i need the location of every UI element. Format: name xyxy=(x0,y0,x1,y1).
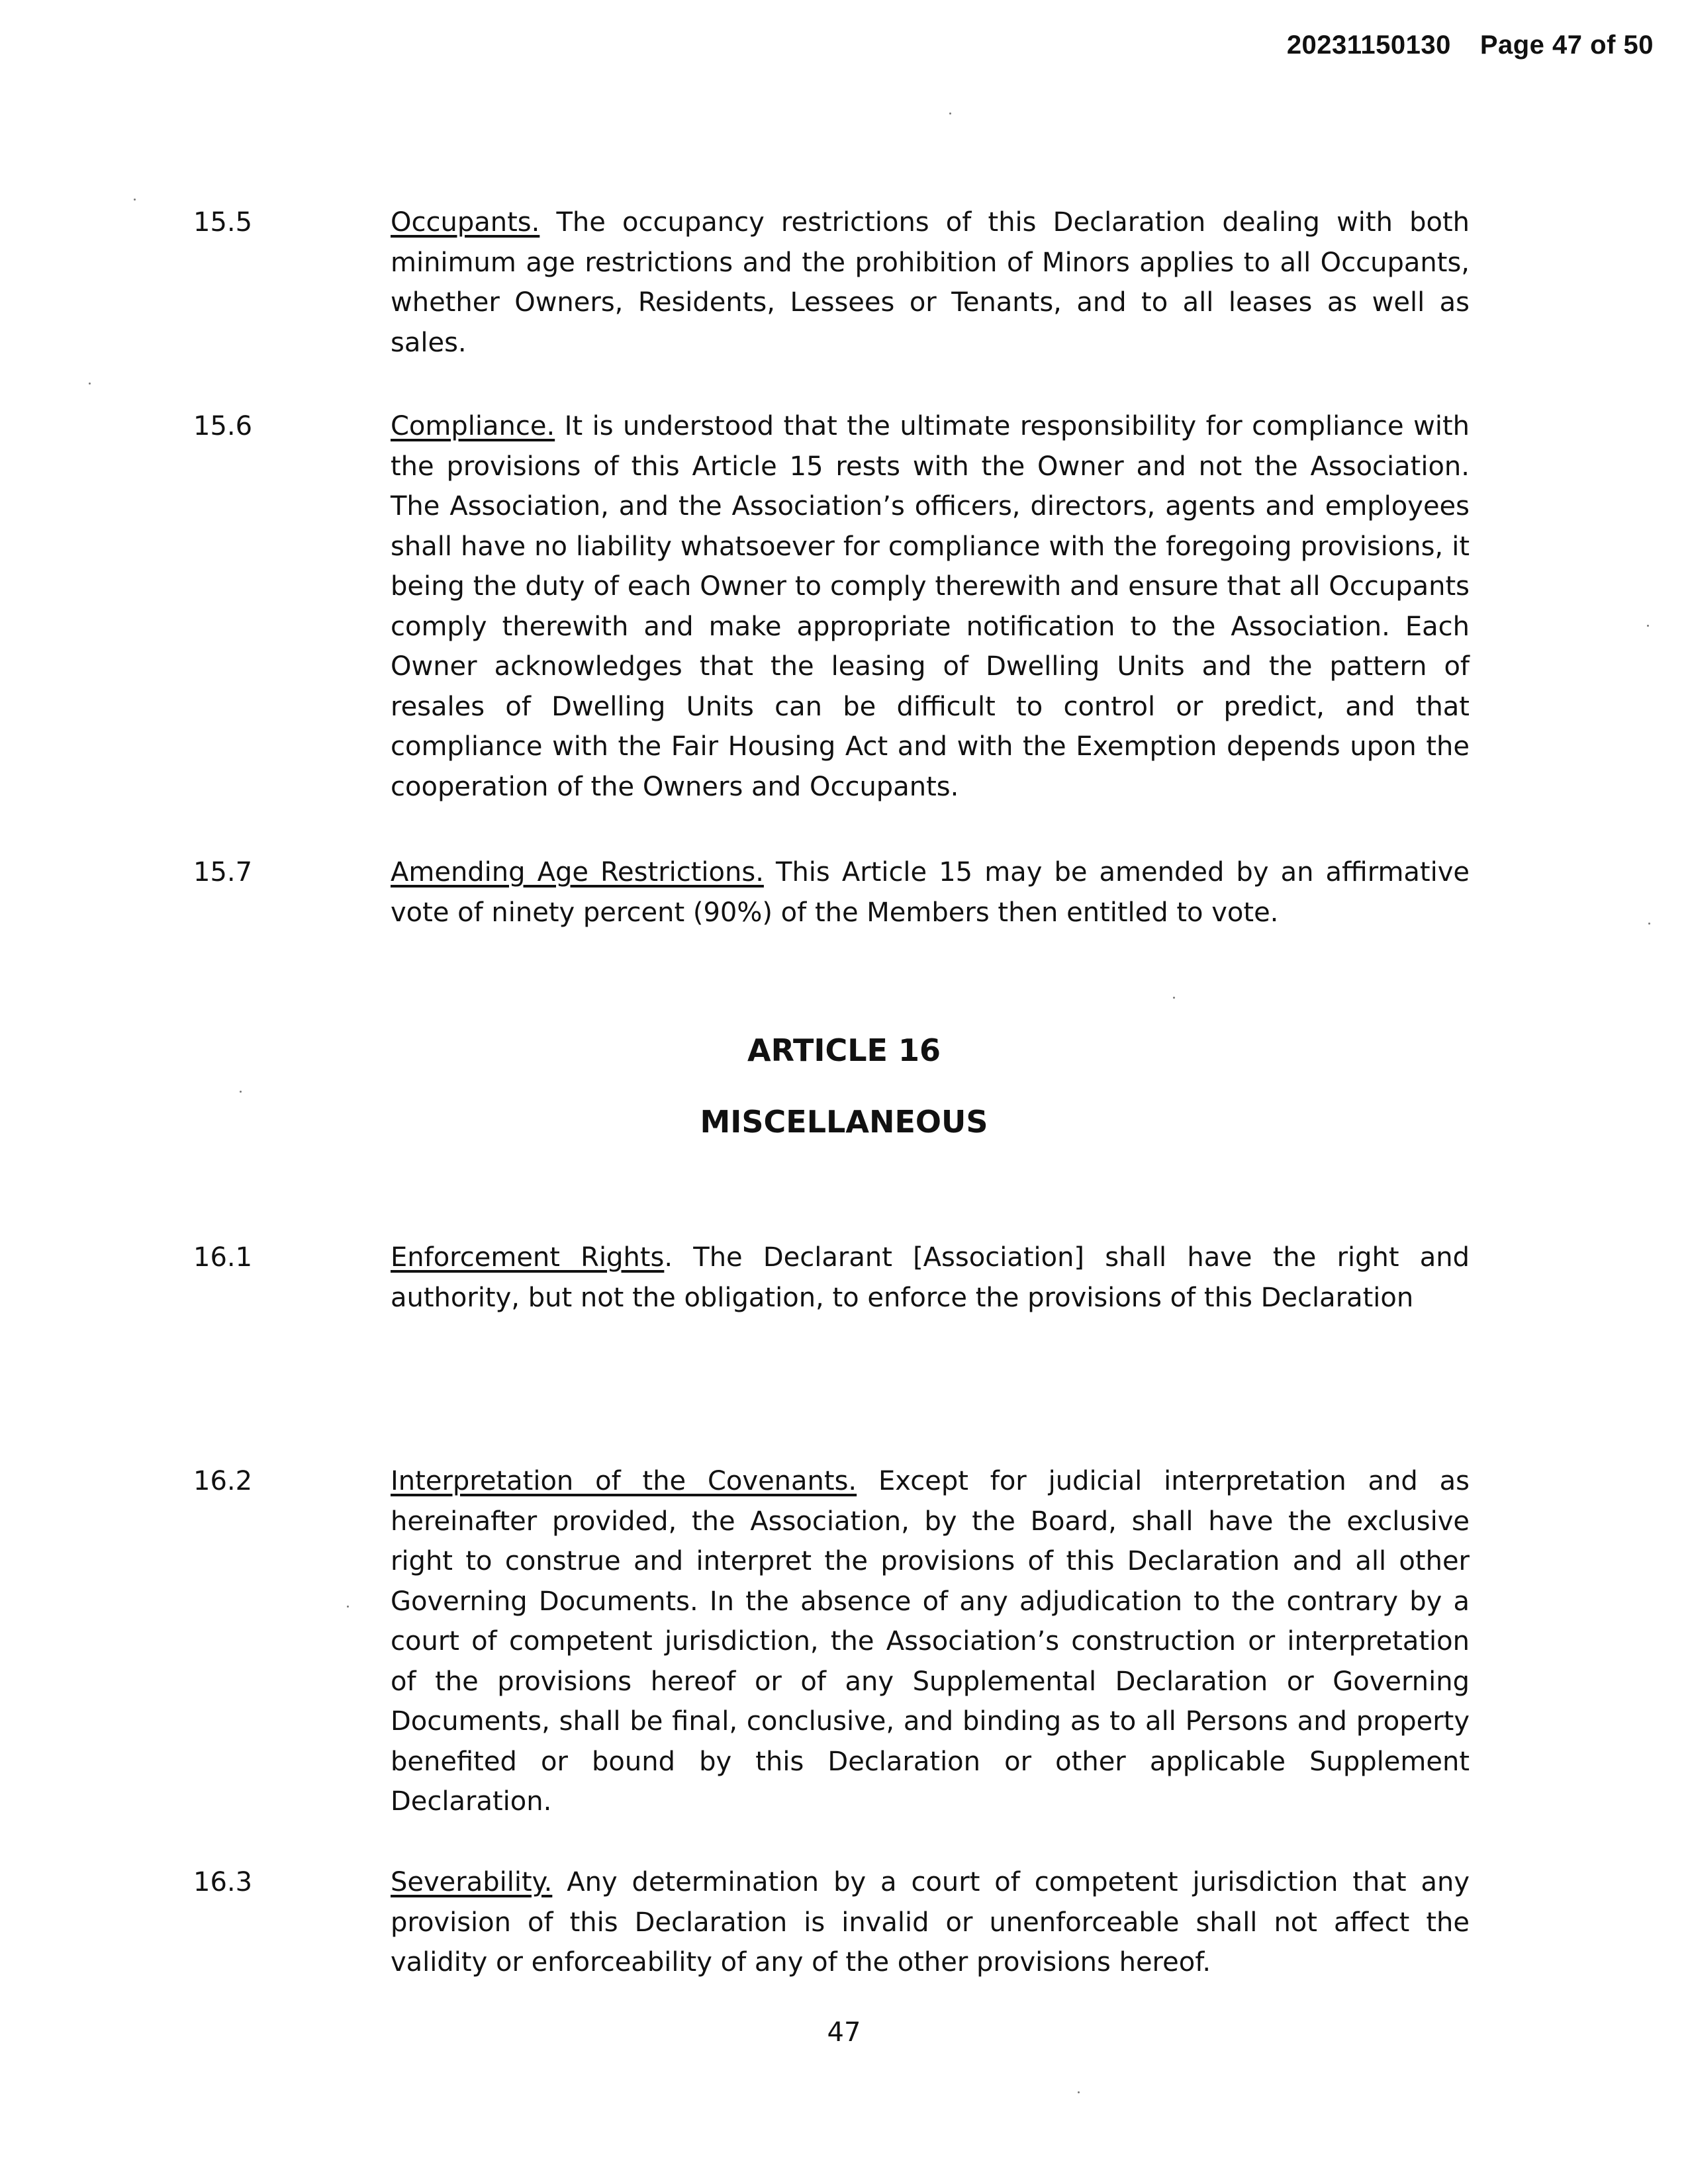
scan-speck xyxy=(1647,625,1649,627)
section-body xyxy=(391,406,1470,807)
section-body xyxy=(391,1238,1470,1318)
scan-speck xyxy=(1648,923,1650,925)
section-body xyxy=(391,1862,1470,1983)
scan-speck xyxy=(134,199,136,201)
section-title: Enforcement Rights xyxy=(391,1242,665,1273)
section-title: Amending Age Restrictions. xyxy=(391,857,764,887)
article-heading: ARTICLE 16 xyxy=(747,1032,941,1068)
scan-speck xyxy=(949,113,951,114)
scan-speck xyxy=(1173,997,1175,999)
section-body xyxy=(391,203,1470,363)
section-number: 16.1 xyxy=(193,1242,253,1273)
section-body xyxy=(391,852,1470,933)
section-text: Except for judicial interpretation and as hereinafter provided, the Association, by the Board, shall have the exclusive right to construe and interpret the provisions of this Declaration and all other Governing Documents. In the absence of any adjudication to the contrary by a court of competent jurisdiction, the Association’s construction or interpretation of the provisions hereof or of any Supplemental Declaration or Governing Documents, shall be final, conclusive, and binding as to all Persons and property benefited or bound by this Declaration or other applicable Supplement Declaration. xyxy=(391,1466,1470,1817)
scan-speck xyxy=(89,383,91,385)
page-header xyxy=(1287,30,1654,60)
scan-speck xyxy=(1078,2091,1080,2093)
section-text: This Article 15 may be amended by an affirmative vote of ninety percent (90%) of the Members then entitled to vote. xyxy=(391,857,1470,928)
section-number: 16.2 xyxy=(193,1466,253,1496)
section-number: 16.3 xyxy=(193,1867,253,1897)
scan-speck xyxy=(240,1091,242,1093)
section-text: The occupancy restrictions of this Declaration dealing with both minimum age restrictions and the prohibition of Minors applies to all Occupants, whether Owners, Residents, Lessees or Tenants, and to all leases as well as sales. xyxy=(391,207,1470,358)
section-title: Interpretation of the Covenants. xyxy=(391,1466,857,1496)
page-number: 47 xyxy=(827,2017,861,2048)
section-number: 15.6 xyxy=(193,411,253,441)
section-body xyxy=(391,1461,1470,1822)
section-title: Severability. xyxy=(391,1867,553,1897)
page-count-label: Page 47 of 50 xyxy=(1479,30,1654,60)
section-number: 15.7 xyxy=(193,857,253,887)
section-number: 15.5 xyxy=(193,207,253,238)
section-text: It is understood that the ultimate responsibility for compliance with the provisions of this Article 15 rests with the Owner and not the Association. The Association, and the Association’s officers, directors, agents and employees shall have no liability whatsoever for compliance with the foregoing provisions, it being the duty of each Owner to comply therewith and ensure that all Occupants comply therewith and make appropriate notification to the Association. Each Owner acknowledges that the leasing of Dwelling Units and the pattern of resales of Dwelling Units can be difficult to control or predict, and that compliance with the Fair Housing Act and with the Exemption depends upon the cooperation of the Owners and Occupants. xyxy=(391,411,1470,802)
section-title: Occupants. xyxy=(391,207,540,238)
scan-speck xyxy=(347,1606,349,1608)
document-number: 20231150130 xyxy=(1286,30,1451,60)
section-title: Compliance. xyxy=(391,411,555,441)
article-subheading: MISCELLANEOUS xyxy=(700,1104,988,1140)
section-text: . The Declarant [Association] shall have the right and authority, but not the obligation, to enforce the provisions of this Declaration xyxy=(391,1242,1470,1313)
section-text: Any determination by a court of competent jurisdiction that any provision of this Declaration is invalid or unenforceable shall not affect the validity or enforceability of any of the other provisions hereof. xyxy=(391,1867,1470,1978)
